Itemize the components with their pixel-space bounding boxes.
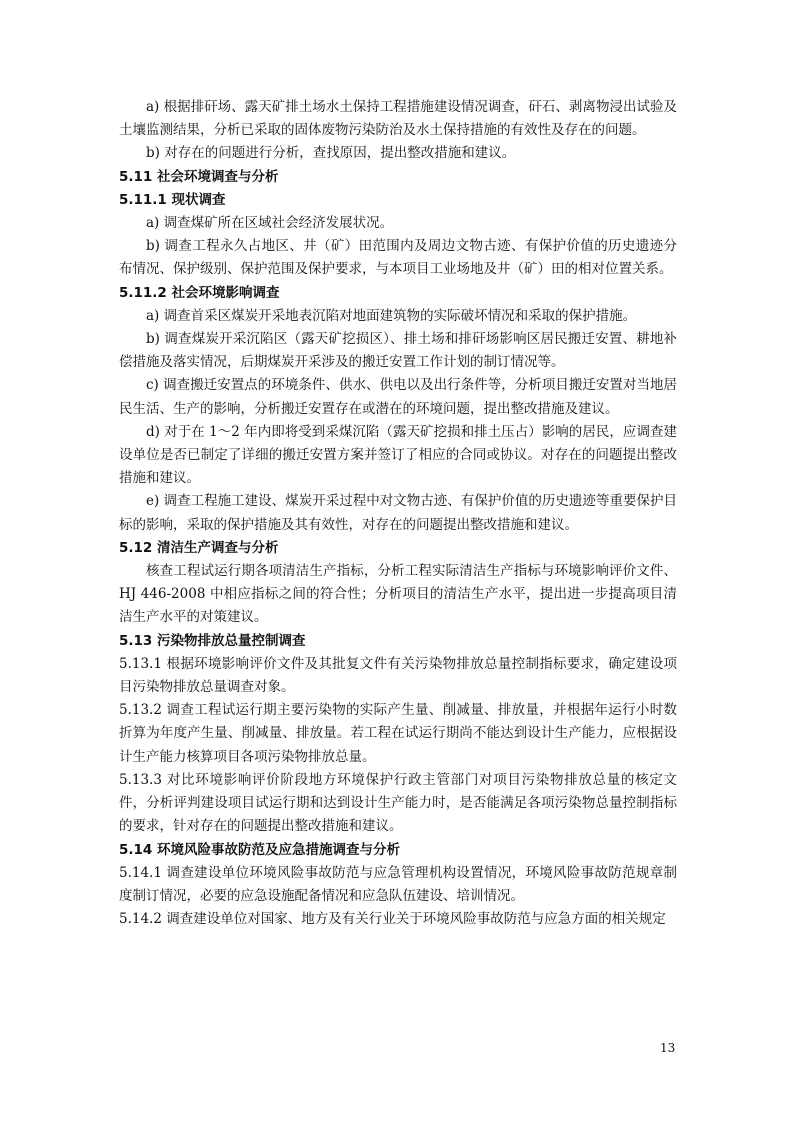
paragraph: a) 调查煤矿所在区域社会经济发展状况。 [146, 215, 394, 232]
section-heading: 5.11.1 现状调查 [119, 191, 226, 208]
paragraph: b) 对存在的问题进行分析，查找原因，提出整改措施和建议。 [146, 145, 516, 162]
section-heading: 5.13 污染物排放总量控制调查 [119, 632, 306, 649]
paragraph: b) 调查煤炭开采沉陷区（露天矿挖损区）、排土场和排矸场影响区居民搬迁安置、耕地补偿措施及落实情况，后期煤炭开采涉及的搬迁安置工作计划的制订情况等。 [119, 331, 677, 371]
numbered-paragraph: 5.14.2 调查建设单位对国家、地方及有关行业关于环境风险事故防范与应急方面的相关规定 [119, 911, 666, 928]
numbered-paragraph: 5.13.3 对比环境影响评价阶段地方环境保护行政主管部门对项目污染物排放总量的核定文件，分析评判建设项目试运行期和达到设计生产能力时，是否能满足各项污染物总量控制指标的要求，针对存在的问题提出整改措施和建议。 [119, 771, 677, 835]
numbered-paragraph: 5.13.1 根据环境影响评价文件及其批复文件有关污染物排放总量控制指标要求，确定建设项目污染物排放总量调查对象。 [119, 655, 677, 696]
numbered-paragraph: 5.14.1 调查建设单位环境风险事故防范与应急管理机构设置情况，环境风险事故防范规章制度制订情况，必要的应急设施配备情况和应急队伍建设、培训情况。 [119, 864, 677, 904]
section-heading: 5.11.2 社会环境影响调查 [119, 284, 280, 301]
paragraph: a) 调查首采区煤炭开采地表沉陷对地面建筑物的实际破坏情况和采取的保护措施。 [146, 307, 637, 324]
section-heading: 5.12 清洁生产调查与分析 [119, 539, 279, 556]
paragraph: 核查工程试运行期各项清洁生产指标，分析工程实际清洁生产指标与环境影响评价文件、HJ 446-2008 中相应指标之间的符合性；分析项目的清洁生产水平，提出进一步提高项目清洁生产水平的对策建议。 [119, 563, 677, 626]
paragraph: b) 调查工程永久占地区、井（矿）田范围内及周边文物古迹、有保护价值的历史遗迹分布情况、保护级别、保护范围及保护要求，与本项目工业场地及井（矿）田的相对位置关系。 [119, 238, 677, 278]
document-body [119, 96, 677, 931]
paragraph: c) 调查搬迁安置点的环境条件、供水、供电以及出行条件等，分析项目搬迁安置对当地居民生活、生产的影响，分析搬迁安置存在或潜在的环境问题，提出整改措施及建议。 [119, 377, 677, 417]
page-number: 13 [660, 1041, 676, 1055]
paragraph: e) 调查工程施工建设、煤炭开采过程中对文物古迹、有保护价值的历史遗迹等重要保护目标的影响，采取的保护措施及其有效性，对存在的问题提出整改措施和建议。 [119, 493, 677, 533]
paragraph: a) 根据排矸场、露天矿排土场水土保持工程措施建设情况调查，矸石、剥离物浸出试验及土壤监测结果，分析已采取的固体废物污染防治及水土保持措施的有效性及存在的问题。 [119, 99, 677, 139]
paragraph: d) 对于在 1～2 年内即将受到采煤沉陷（露天矿挖损和排土压占）影响的居民，应调查建设单位是否已制定了详细的搬迁安置方案并签订了相应的合同或协议。对存在的问题提出整改措施和建议。 [119, 423, 677, 487]
section-heading: 5.11 社会环境调查与分析 [119, 168, 279, 185]
section-heading: 5.14 环境风险事故防范及应急措施调查与分析 [119, 841, 401, 858]
numbered-paragraph: 5.13.2 调查工程试运行期主要污染物的实际产生量、削减量、排放量，并根据年运行小时数折算为年度产生量、削减量、排放量。若工程在试运行期尚不能达到设计生产能力，应根据设计生产能力核算项目各项污染物排放总量。 [119, 702, 677, 765]
